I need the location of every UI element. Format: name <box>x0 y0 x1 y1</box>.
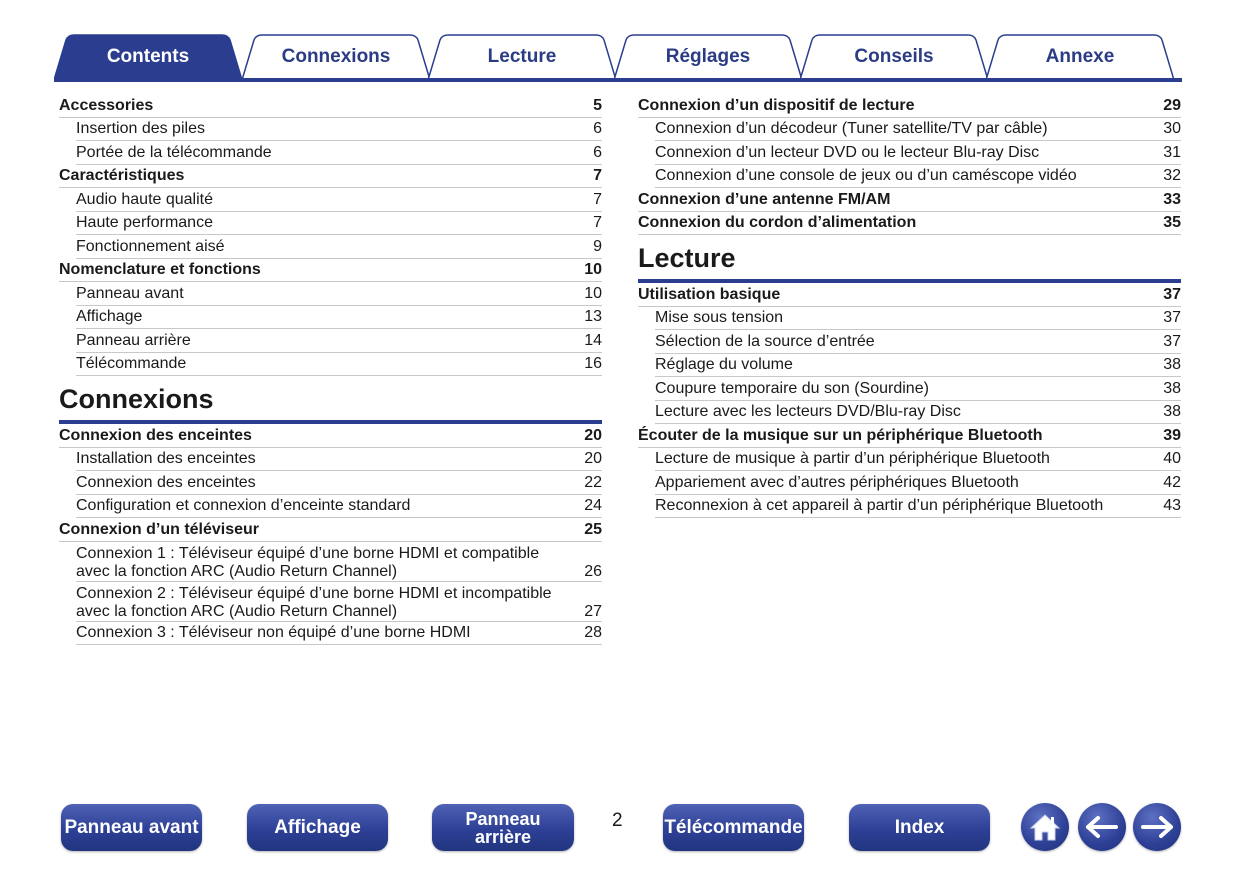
toc-entry-page: 32 <box>1163 167 1181 184</box>
toc-entry[interactable] <box>655 354 1181 378</box>
toc-entry-title: Réglage du volume <box>655 356 793 373</box>
toc-entry-page: 25 <box>584 520 602 538</box>
toc-entry-title: Connexion d’un téléviseur <box>59 520 260 538</box>
toc-group-general <box>59 94 602 376</box>
toc-entry[interactable] <box>655 471 1181 495</box>
toc-entry-page: 38 <box>1163 356 1181 373</box>
section-title-connexions: Connexions <box>59 384 602 424</box>
tab-connexions[interactable] <box>242 34 430 80</box>
toc-entry-title: Caractéristiques <box>59 167 185 184</box>
toc-entry-page: 39 <box>1163 426 1181 444</box>
toc-entry-page: 37 <box>1163 309 1181 326</box>
toc-heading-entry[interactable] <box>59 424 602 448</box>
toc-entry-title: Lecture avec les lecteurs DVD/Blu-ray Disc <box>655 403 961 420</box>
toc-entry-page: 33 <box>1163 190 1181 208</box>
toc-entry[interactable] <box>76 306 602 330</box>
toc-entry-title: Connexion d’un décodeur (Tuner satellite/TV par câble) <box>655 120 1048 137</box>
toc-entry-title: Connexion d’un lecteur DVD ou le lecteur Blu-ray Disc <box>655 143 1040 161</box>
toc-entry-title: Connexion 1 : Téléviseur équipé d’une borne HDMI et compatible avec la fonction ARC (Audio Return Channel) <box>76 544 540 580</box>
toc-entry-title: Connexion des enceintes <box>76 473 256 491</box>
arrow-left-icon <box>1085 815 1119 839</box>
toc-entry-page: 7 <box>593 214 602 231</box>
panneau-arriere-line2: arrière <box>474 826 532 847</box>
toc-entry[interactable] <box>76 542 602 582</box>
affichage-button[interactable]: Affichage <box>247 804 388 851</box>
tab-annexe[interactable] <box>986 34 1174 80</box>
toc-entry[interactable] <box>655 330 1181 354</box>
toc-entry[interactable] <box>655 495 1181 519</box>
toc-heading-entry[interactable] <box>59 259 602 283</box>
toc-entry-page: 27 <box>584 602 602 620</box>
tab-conseils[interactable] <box>800 34 988 80</box>
section-title-lecture: Lecture <box>638 243 1181 283</box>
panneau-arriere-button[interactable] <box>432 804 574 851</box>
toc-entry-page: 7 <box>593 167 602 184</box>
toc-entry-title: Haute performance <box>76 214 213 231</box>
tab-underline <box>54 78 1182 82</box>
toc-entry-title: Panneau avant <box>76 284 184 302</box>
tab-lecture[interactable] <box>428 34 616 80</box>
toc-entry-title: Portée de la télécommande <box>76 143 272 161</box>
toc-heading-entry[interactable] <box>59 94 602 118</box>
back-button[interactable] <box>1078 803 1126 851</box>
toc-entry-title: Affichage <box>76 308 143 325</box>
toc-entry-title: Panneau arrière <box>76 331 191 349</box>
toc-entry-title: Utilisation basique <box>638 285 781 303</box>
toc-entry-page: 29 <box>1163 96 1181 114</box>
telecommande-button[interactable]: Télécommande <box>663 804 804 851</box>
toc-entry-page: 42 <box>1163 473 1181 491</box>
tab-contents[interactable] <box>54 34 242 80</box>
toc-entry-page: 38 <box>1163 403 1181 420</box>
toc-heading-entry[interactable] <box>638 212 1181 236</box>
tab-label: Annexe <box>1045 46 1115 67</box>
toc-entry-page: 37 <box>1163 332 1181 350</box>
toc-entry-page: 16 <box>584 355 602 372</box>
toc-entry[interactable] <box>76 235 602 259</box>
toc-heading-entry[interactable] <box>638 94 1181 118</box>
toc-group-lecture <box>638 283 1181 518</box>
toc-entry-title: Sélection de la source d’entrée <box>655 332 875 350</box>
toc-heading-entry[interactable] <box>638 424 1181 448</box>
toc-entry-page: 43 <box>1163 497 1181 514</box>
index-button[interactable]: Index <box>849 804 990 851</box>
toc-entry-title: Connexion 3 : Téléviseur non équipé d’une borne HDMI <box>76 624 471 641</box>
toc-entry-title: Installation des enceintes <box>76 450 256 467</box>
toc-entry-page: 7 <box>593 190 602 208</box>
toc-entry[interactable] <box>655 141 1181 165</box>
tab-bar <box>54 34 1182 82</box>
home-button[interactable] <box>1021 803 1069 851</box>
toc-entry[interactable] <box>76 282 602 306</box>
toc-entry-title: Reconnexion à cet appareil à partir d’un périphérique Bluetooth <box>655 497 1104 514</box>
toc-entry-title: Appariement avec d’autres périphériques Bluetooth <box>655 473 1019 491</box>
toc-entry[interactable] <box>76 622 602 646</box>
toc-entry[interactable] <box>76 118 602 142</box>
toc-entry[interactable] <box>655 165 1181 189</box>
toc-entry-page: 38 <box>1163 379 1181 397</box>
panneau-arriere-line1: Panneau <box>465 808 541 829</box>
toc-entry-title: Fonctionnement aisé <box>76 237 225 255</box>
toc-entry-page: 26 <box>584 562 602 580</box>
tab-label: Réglages <box>665 46 751 67</box>
toc-entry[interactable] <box>76 448 602 472</box>
toc-entry[interactable] <box>76 471 602 495</box>
toc-entry-title: Coupure temporaire du son (Sourdine) <box>655 379 929 397</box>
tab-label: Conseils <box>854 46 934 67</box>
forward-button[interactable] <box>1133 803 1181 851</box>
toc-entry[interactable] <box>76 353 602 377</box>
toc-entry-page: 5 <box>593 96 602 114</box>
toc-entry-page: 10 <box>584 261 602 278</box>
toc-entry-title: Lecture de musique à partir d’un périphérique Bluetooth <box>655 450 1050 467</box>
toc-entry-page: 10 <box>584 284 602 302</box>
toc-right-column <box>638 94 1181 518</box>
toc-entry-title: Configuration et connexion d’enceinte standard <box>76 497 411 514</box>
toc-entry-title: Accessories <box>59 96 154 114</box>
toc-entry[interactable] <box>76 582 602 622</box>
toc-entry-page: 30 <box>1163 120 1181 137</box>
toc-entry[interactable] <box>76 212 602 236</box>
toc-entry-page: 28 <box>584 624 602 641</box>
toc-entry-page: 22 <box>584 473 602 491</box>
toc-entry-page: 35 <box>1163 214 1181 231</box>
toc-left-column <box>59 94 602 645</box>
tab-label: Contents <box>106 46 190 67</box>
toc-heading-entry[interactable] <box>59 165 602 189</box>
toc-entry-title: Connexion du cordon d’alimentation <box>638 214 917 231</box>
toc-entry[interactable] <box>655 448 1181 472</box>
toc-entry-page: 6 <box>593 120 602 137</box>
toc-heading-entry[interactable] <box>638 188 1181 212</box>
toc-heading-entry[interactable] <box>638 283 1181 307</box>
toc-entry-page: 24 <box>584 497 602 514</box>
toc-entry-title: Mise sous tension <box>655 309 784 326</box>
toc-entry[interactable] <box>76 329 602 353</box>
toc-entry-title: Connexion 2 : Téléviseur équipé d’une borne HDMI et incompatible avec la fonction ARC (Audio Return Channel) <box>76 584 552 620</box>
toc-entry-page: 20 <box>584 450 602 467</box>
toc-entry-title: Connexion d’une console de jeux ou d’un caméscope vidéo <box>655 167 1077 184</box>
tab-reglages[interactable] <box>614 34 802 80</box>
toc-entry-title: Connexion d’une antenne FM/AM <box>638 190 891 208</box>
toc-entry[interactable] <box>655 377 1181 401</box>
toc-group-connexions-cont <box>638 94 1181 235</box>
toc-entry-title: Connexion d’un dispositif de lecture <box>638 96 915 114</box>
toc-entry-page: 6 <box>593 143 602 161</box>
arrow-right-icon <box>1140 815 1174 839</box>
toc-entry[interactable] <box>655 401 1181 425</box>
tab-label: Connexions <box>281 46 391 67</box>
toc-entry-title: Audio haute qualité <box>76 190 213 208</box>
toc-entry[interactable] <box>76 495 602 519</box>
toc-entry-title: Écouter de la musique sur un périphérique Bluetooth <box>638 426 1043 444</box>
toc-entry-page: 9 <box>593 237 602 255</box>
toc-entry-page: 37 <box>1163 285 1181 303</box>
toc-group-connexions <box>59 424 602 645</box>
toc-entry[interactable] <box>76 188 602 212</box>
toc-entry-title: Connexion des enceintes <box>59 426 252 444</box>
toc-entry-page: 13 <box>584 308 602 325</box>
toc-entry-page: 14 <box>584 331 602 349</box>
panneau-avant-button[interactable]: Panneau avant <box>61 804 202 851</box>
home-icon <box>1029 812 1061 842</box>
toc-entry[interactable] <box>655 307 1181 331</box>
toc-heading-entry[interactable] <box>59 518 602 542</box>
tab-label: Lecture <box>487 46 557 67</box>
toc-entry-title: Insertion des piles <box>76 120 205 137</box>
toc-entry-page: 20 <box>584 426 602 444</box>
toc-entry-title: Télécommande <box>76 355 187 372</box>
toc-entry[interactable] <box>655 118 1181 142</box>
toc-entry-title: Nomenclature et fonctions <box>59 261 261 278</box>
toc-entry-page: 40 <box>1163 450 1181 467</box>
toc-entry[interactable] <box>76 141 602 165</box>
page-number: 2 <box>612 810 623 831</box>
toc-entry-page: 31 <box>1163 143 1181 161</box>
